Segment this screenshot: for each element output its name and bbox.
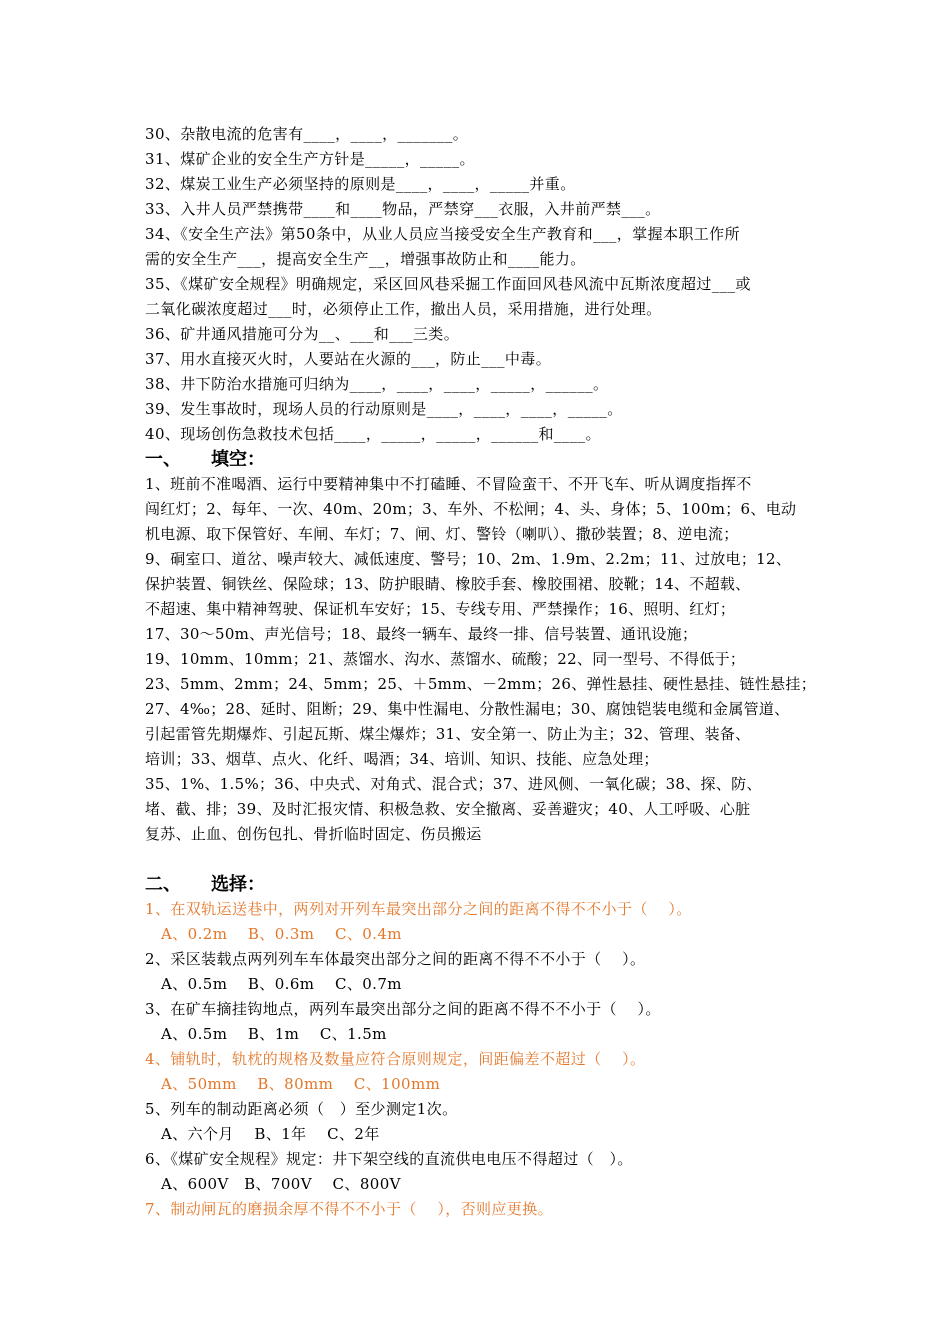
question-line: 32、煤炭工业生产必须坚持的原则是____，____，_____并重。 <box>145 175 576 193</box>
choice-question: 2、采区装载点两列列车车体最突出部分之间的距离不得不不小于（ ）。 <box>145 950 646 968</box>
spacer <box>145 847 825 872</box>
answer-line: 培训；33、烟草、点火、化纤、喝酒；34、培训、知识、技能、应急处理； <box>145 750 659 768</box>
choice-options: A、0.2m B、0.3m C、0.4m <box>161 925 402 943</box>
answer-line: 不超速、集中精神驾驶、保证机车安好；15、专线专用、严禁操作；16、照明、红灯； <box>145 600 736 618</box>
question-line: 30、杂散电流的危害有____，____，_______。 <box>145 125 469 143</box>
answer-line: 机电源、取下保管好、车闸、车灯；7、闸、灯、警铃（喇叭）、撒砂装置；8、逆电流； <box>145 525 739 543</box>
answer-line: 35、1%、1.5%；36、中央式、对角式、混合式；37、进风侧、一氧化碳；38、探、防、 <box>145 775 762 793</box>
question-line: 36、矿井通风措施可分为__、___和___三类。 <box>145 325 460 343</box>
answer-line: 27、4‰；28、延时、阻断；29、集中性漏电、分散性漏电；30、腐蚀铠装电缆和金属管道、 <box>145 700 790 718</box>
question-line: 二氧化碳浓度超过___时，必须停止工作，撤出人员，采用措施，进行处理。 <box>145 300 662 318</box>
answer-line: 闯红灯；2、每年、一次、40m、20m；3、车外、不松闸；4、头、身体；5、100m；6、电动 <box>145 500 797 518</box>
document-body <box>145 122 825 1222</box>
choice-options: A、0.5m B、0.6m C、0.7m <box>161 975 402 993</box>
section-title: 填空： <box>211 449 265 470</box>
choice-question: 5、列车的制动距离必须（ ）至少测定1次。 <box>145 1100 458 1118</box>
answer-block <box>145 472 825 847</box>
answer-line: 9、硐室口、道岔、噪声较大、减低速度、警号；10、2m、1.9m、2.2m；11、过放电；12、 <box>145 550 792 568</box>
choice-question: 7、制动闸瓦的磨损余厚不得不不小于（ ），否则应更换。 <box>145 1200 554 1218</box>
choice-options: A、50mm B、80mm C、100mm <box>161 1075 441 1093</box>
question-line: 31、煤矿企业的安全生产方针是_____，_____。 <box>145 150 475 168</box>
question-line: 37、用水直接灭火时，人要站在火源的___，防止___中毒。 <box>145 350 552 368</box>
question-line: 38、井下防治水措施可归纳为____，____，____，_____，______。 <box>145 375 609 393</box>
choice-options: A、六个月 B、1年 C、2年 <box>161 1125 380 1143</box>
question-line: 需的安全生产___，提高安全生产__，增强事故防止和____能力。 <box>145 250 586 268</box>
answer-line: 23、5mm、2mm；24、5mm；25、＋5mm、－2mm；26、弹性悬挂、硬性悬挂、链性悬挂； <box>145 675 817 693</box>
choice-list <box>145 897 825 1222</box>
choice-question: 6、《煤矿安全规程》规定：井下架空线的直流供电电压不得超过（ ）。 <box>145 1150 633 1168</box>
choice-options: A、0.5m B、1m C、1.5m <box>161 1025 387 1043</box>
question-line: 35、《煤矿安全规程》明确规定，采区回风巷采掘工作面回风巷风流中瓦斯浓度超过___或 <box>145 275 751 293</box>
choice-question: 1、在双轨运送巷中，两列对开列车最突出部分之间的距离不得不不小于（ ）。 <box>145 900 692 918</box>
answer-line: 复苏、止血、创伤包扎、骨折临时固定、伤员搬运 <box>145 825 482 843</box>
section-number: 一、 <box>145 449 181 470</box>
choice-options: A、600V B、700V C、800V <box>161 1175 401 1193</box>
answer-line: 19、10mm、10mm；21、蒸馏水、沟水、蒸馏水、硫酸；22、同一型号、不得低于； <box>145 650 746 668</box>
choice-question: 4、铺轨时，轨枕的规格及数量应符合原则规定，间距偏差不超过（ ）。 <box>145 1050 646 1068</box>
section-heading-choice <box>145 872 825 897</box>
question-line: 39、发生事故时，现场人员的行动原则是____，____，____，_____。 <box>145 400 623 418</box>
question-line: 34、《安全生产法》第50条中，从业人员应当接受安全生产教育和___，掌握本职工作所 <box>145 225 740 243</box>
answer-line: 引起雷管先期爆炸、引起瓦斯、煤尘爆炸；31、安全第一、防止为主；32、管理、装备、 <box>145 725 751 743</box>
choice-question: 3、在矿车摘挂钩地点，两列车最突出部分之间的距离不得不不小于（ ）。 <box>145 1000 661 1018</box>
section-heading-fill-in <box>145 447 825 472</box>
answer-line: 保护装置、铜铁丝、保险球；13、防护眼睛、橡胶手套、橡胶围裙、胶靴；14、不超载、 <box>145 575 751 593</box>
question-list <box>145 122 825 447</box>
answer-line: 17、30～50m、声光信号；18、最终一辆车、最终一排、信号装置、通讯设施； <box>145 625 698 643</box>
section-title: 选择： <box>211 874 265 895</box>
question-line: 40、现场创伤急救技术包括____，_____，_____，______和____。 <box>145 425 601 443</box>
question-line: 33、入井人员严禁携带____和____物品，严禁穿___衣服，入井前严禁___。 <box>145 200 661 218</box>
answer-line: 堵、截、排；39、及时汇报灾情、积极急救、安全撤离、妥善避灾；40、人工呼吸、心脏 <box>145 800 751 818</box>
answer-line: 1、班前不准喝酒、运行中要精神集中不打磕睡、不冒险蛮干、不开飞车、听从调度指挥不 <box>145 475 752 493</box>
section-number: 二、 <box>145 874 181 895</box>
